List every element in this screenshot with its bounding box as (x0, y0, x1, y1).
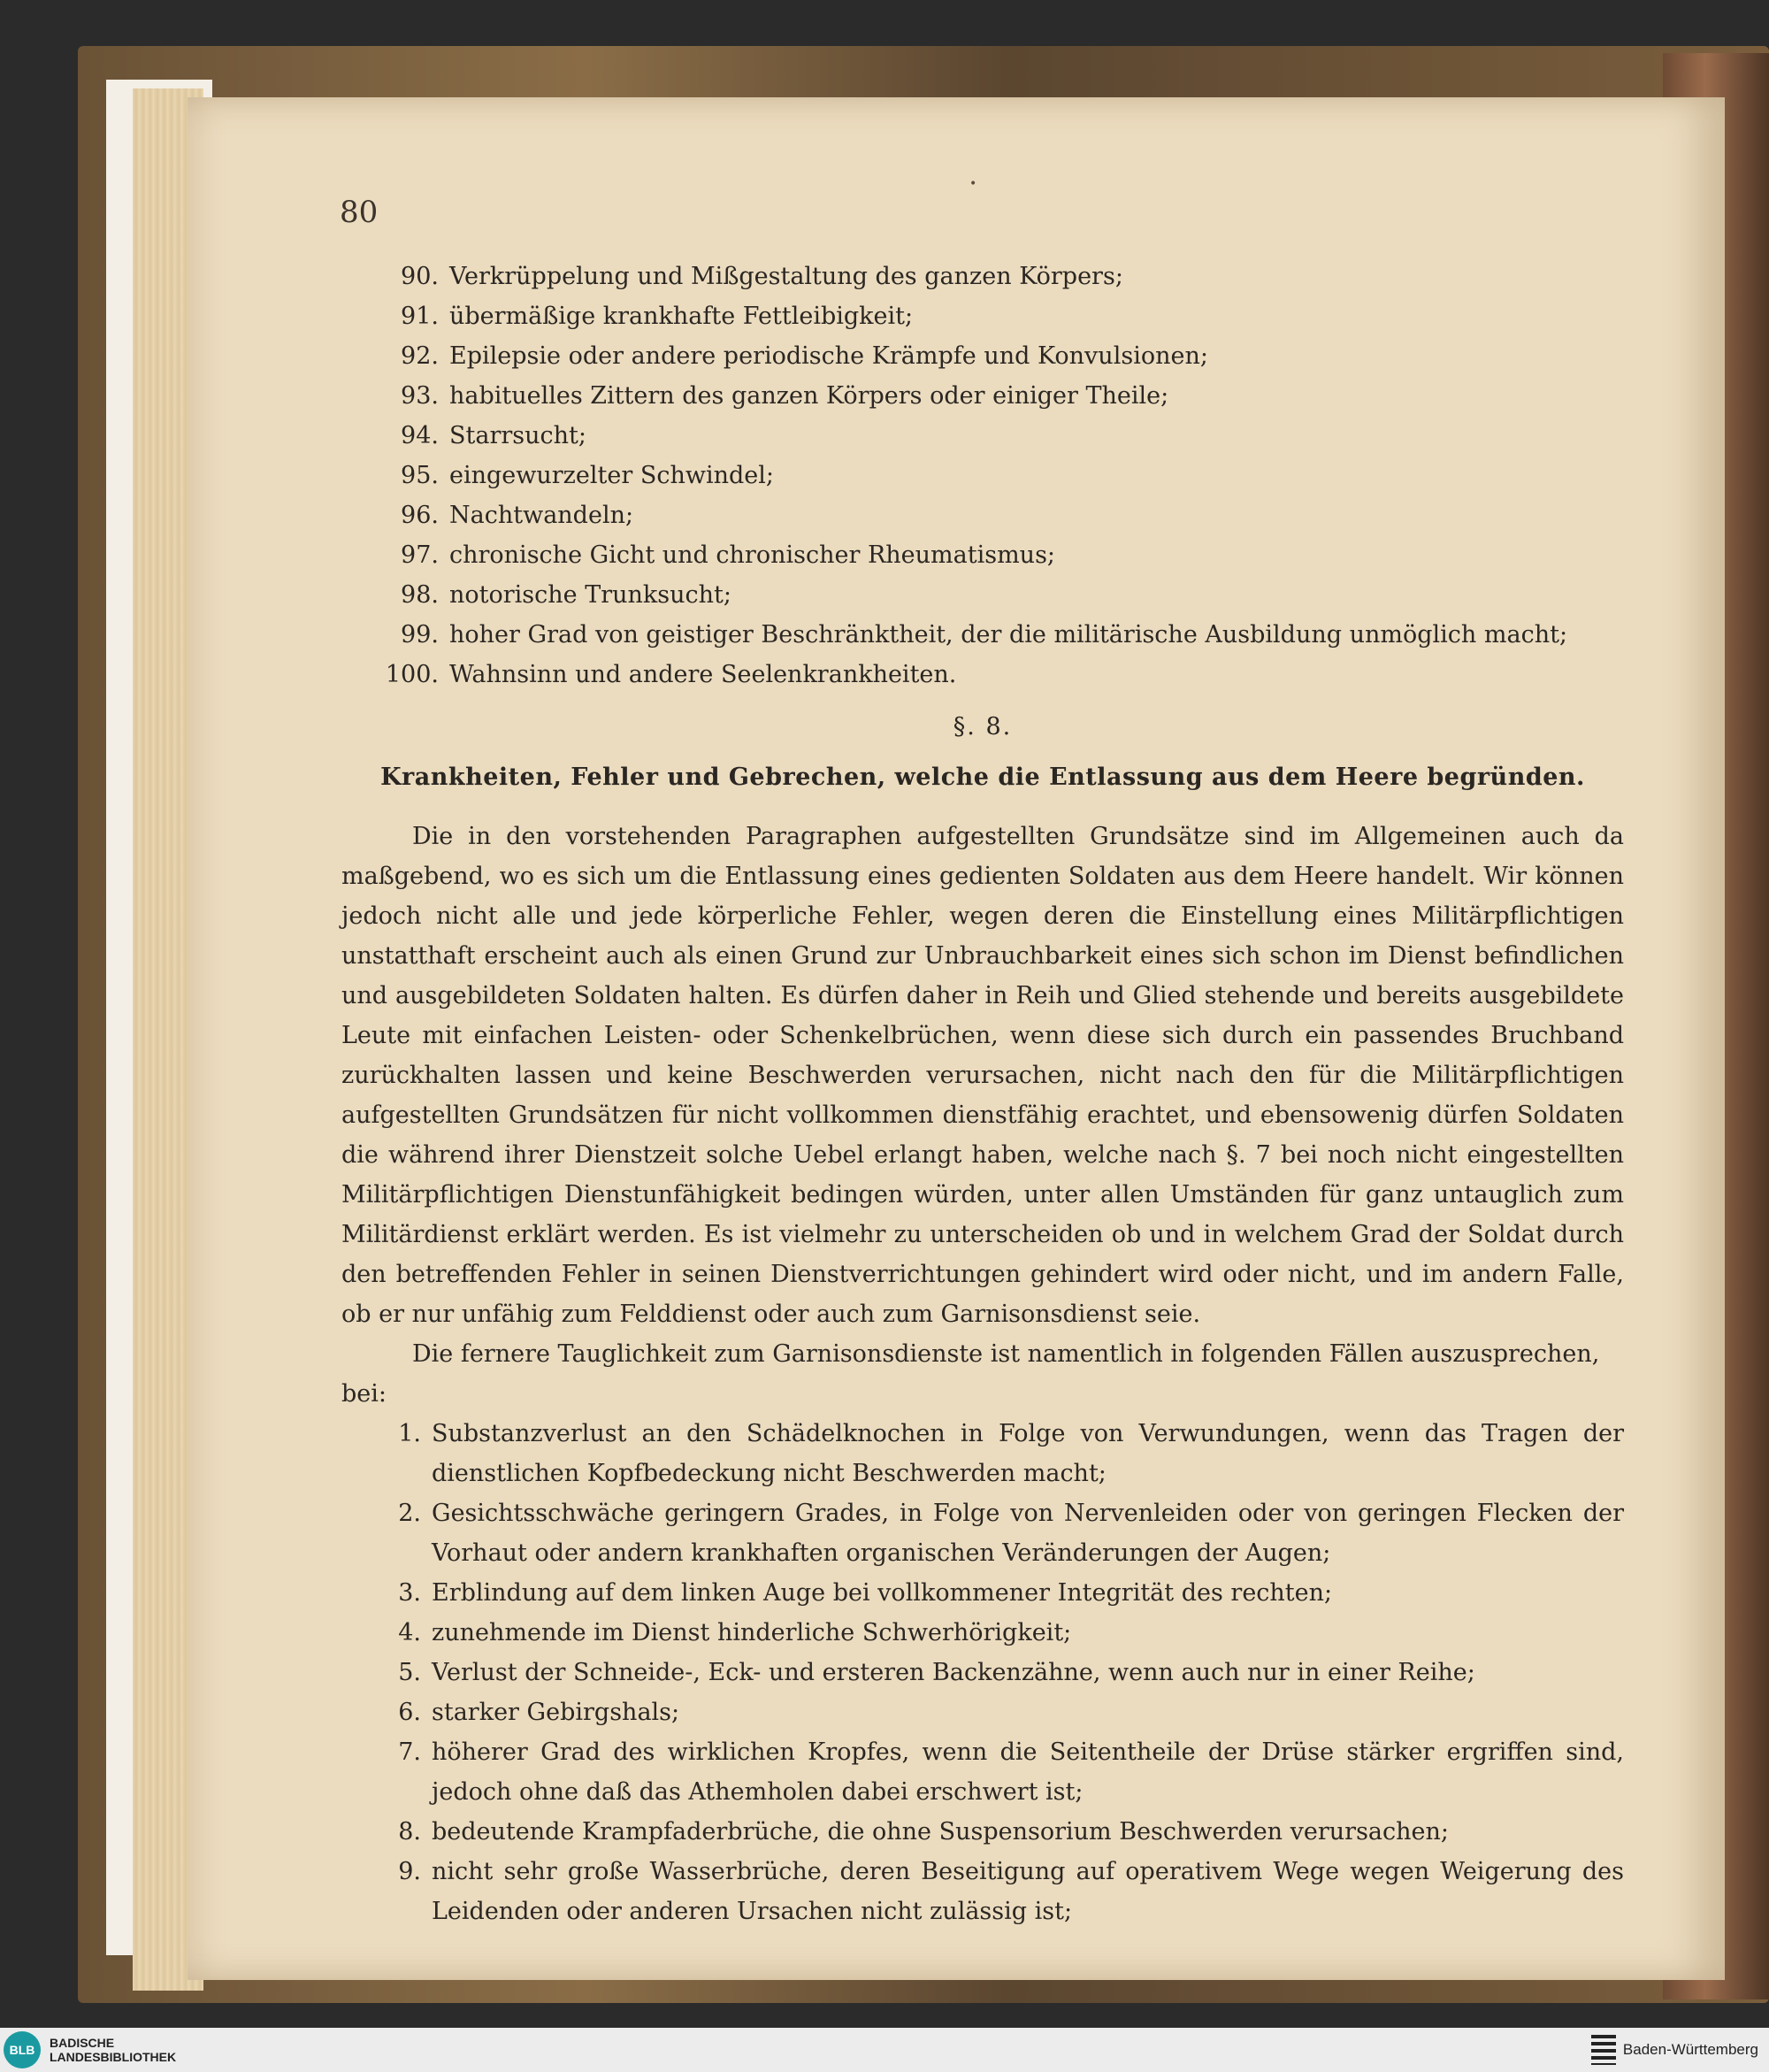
list-item (341, 1653, 1624, 1692)
list-item (341, 575, 1624, 615)
item-number: 93. (401, 382, 439, 410)
item-text: Erblindung auf dem linken Auge bei vollkommener Integrität des rechten; (432, 1579, 1333, 1607)
print-speck: • (969, 177, 977, 191)
item-text: Starrsucht; (449, 422, 586, 449)
blb-brand[interactable] (4, 2031, 176, 2068)
bw-lions-icon (1591, 2035, 1616, 2065)
item-text: eingewurzelter Schwindel; (449, 462, 774, 489)
item-text: Wahnsinn und andere Seelenkrankheiten. (449, 661, 957, 688)
bw-brand[interactable] (1591, 2035, 1758, 2065)
item-text: starker Gebirgshals; (432, 1699, 680, 1726)
blb-name-line2: LANDESBIBLIOTHEK (50, 2050, 177, 2064)
blb-logo-icon: BLB (4, 2031, 41, 2068)
item-number: 100. (385, 661, 439, 688)
list-item (341, 376, 1624, 416)
garrison-list (341, 1414, 1624, 1931)
list-item (341, 1573, 1624, 1613)
item-number: 1. (398, 1420, 421, 1447)
item-number: 2. (398, 1500, 421, 1527)
item-number: 91. (401, 303, 439, 330)
list-item (341, 1732, 1624, 1812)
list-item (341, 1414, 1624, 1493)
item-text: zunehmende im Dienst hinderliche Schwerhörigkeit; (432, 1619, 1072, 1646)
item-text: notorische Trunksucht; (449, 581, 731, 609)
item-text: chronische Gicht und chronischer Rheumatismus; (449, 541, 1056, 569)
item-number: 3. (398, 1579, 421, 1607)
list-item (341, 1493, 1624, 1573)
item-number: 4. (398, 1619, 421, 1646)
item-text: höherer Grad des wirklichen Kropfes, wenn die Seitentheile der Drüse stärker ergriffen sind, jedoch ohne daß das Athemholen dabei erschwert ist; (432, 1738, 1624, 1806)
item-text: hoher Grad von geistiger Beschränktheit, der die militärische Ausbildung unmöglich macht; (449, 621, 1568, 648)
list-item (341, 1613, 1624, 1653)
item-number: 90. (401, 263, 439, 290)
item-number: 99. (401, 621, 439, 648)
page-number: 80 (340, 195, 379, 230)
footer-bar (0, 2028, 1769, 2072)
item-text: Gesichtsschwäche geringern Grades, in Folge von Nervenleiden oder von geringen Flecken der Vorhaut oder andern krankhaften organischen Veränderungen der Augen; (432, 1500, 1624, 1567)
blb-name (50, 2036, 176, 2064)
item-text: Substanzverlust an den Schädelknochen in Folge von Verwundungen, wenn das Tragen der dienstlichen Kopfbedeckung nicht Beschwerden macht; (432, 1420, 1624, 1487)
list-item (341, 1852, 1624, 1931)
list-item (341, 1812, 1624, 1852)
disease-list (341, 257, 1624, 695)
item-number: 5. (398, 1659, 421, 1686)
item-number: 9. (398, 1858, 421, 1885)
item-number: 95. (401, 462, 439, 489)
item-number: 94. (401, 422, 439, 449)
list-item (341, 615, 1624, 655)
item-text: bedeutende Krampfaderbrüche, die ohne Suspensorium Beschwerden verursachen; (432, 1818, 1450, 1846)
item-number: 6. (398, 1699, 421, 1726)
list-item (341, 296, 1624, 336)
item-text: habituelles Zittern des ganzen Körpers oder einiger Theile; (449, 382, 1169, 410)
item-text: Verlust der Schneide-, Eck- und ersteren Backenzähne, wenn auch nur in einer Reihe; (432, 1659, 1475, 1686)
bw-name: Baden-Württemberg (1622, 2041, 1758, 2058)
item-number: 98. (401, 581, 439, 609)
item-number: 96. (401, 502, 439, 529)
section-title: Krankheiten, Fehler und Gebrechen, welche die Entlassung aus dem Heere begründen. (380, 764, 1585, 791)
list-item (341, 336, 1624, 376)
list-item (341, 257, 1624, 296)
list-item (341, 1692, 1624, 1732)
item-text: Verkrüppelung und Mißgestaltung des ganzen Körpers; (449, 263, 1123, 290)
item-text: übermäßige krankhafte Fettleibigkeit; (449, 303, 914, 330)
list-item (341, 655, 1624, 695)
page-content (341, 257, 1624, 1931)
item-number: 92. (401, 342, 439, 370)
blb-name-line1: BADISCHE (50, 2036, 115, 2050)
item-text: nicht sehr große Wasserbrüche, deren Beseitigung auf operativem Wege wegen Weigerung des Leidenden oder anderen Ursachen nicht zulässig ist; (432, 1858, 1624, 1925)
item-text: Epilepsie oder andere periodische Krämpfe und Konvulsionen; (449, 342, 1208, 370)
paragraph-intro: Die fernere Tauglichkeit zum Garnisonsdienste ist namentlich in folgenden Fällen auszusprechen, bei: (341, 1340, 1600, 1408)
item-number: 8. (398, 1818, 421, 1846)
paragraph: Die in den vorstehenden Paragraphen aufgestellten Grundsätze sind im Allgemeinen auch da maßgebend, wo es sich um die Entlassung eines gedienten Soldaten aus dem Heere handelt. Wir können jedoch nicht alle und jede körperliche Fehler, wegen deren die Einstellung eines Militärpflichtigen unstatthaft erscheint auch als einen Grund zur Unbrauchbarkeit eines sich schon im Dienst befindlichen und ausgebildeten Soldaten halten. Es dürfen daher in Reih und Glied stehende und bereits ausgebildete Leute mit einfachen Leisten- oder Schenkelbrüchen, wenn diese sich durch ein passendes Bruchband zurückhalten lassen und keine Beschwerden verursachen, nicht nach den für die Militärpflichtigen aufgestellten Grundsätzen für nicht vollkommen dienstfähig erachtet, und ebensowenig dürfen Soldaten die während ihrer Dienstzeit solche Uebel erlangt haben, welche nach §. 7 bei noch nicht eingestellten Militärpflichtigen Dienstunfähigkeit bedingen würden, unter allen Umständen für ganz untauglich zum Militärdienst erklärt werden. Es ist vielmehr zu unterscheiden ob und in welchem Grad der Soldat durch den betreffenden Fehler in seinen Dienstverrichtungen gehindert wird oder nicht, und im andern Falle, ob er nur unfähig zum Felddienst oder auch zum Garnisonsdienst seie. (341, 823, 1624, 1328)
list-item (341, 416, 1624, 456)
list-item (341, 495, 1624, 535)
item-number: 97. (401, 541, 439, 569)
item-number: 7. (398, 1738, 421, 1766)
list-item (341, 456, 1624, 495)
item-text: Nachtwandeln; (449, 502, 634, 529)
section-mark: §. 8. (953, 713, 1013, 741)
list-item (341, 535, 1624, 575)
